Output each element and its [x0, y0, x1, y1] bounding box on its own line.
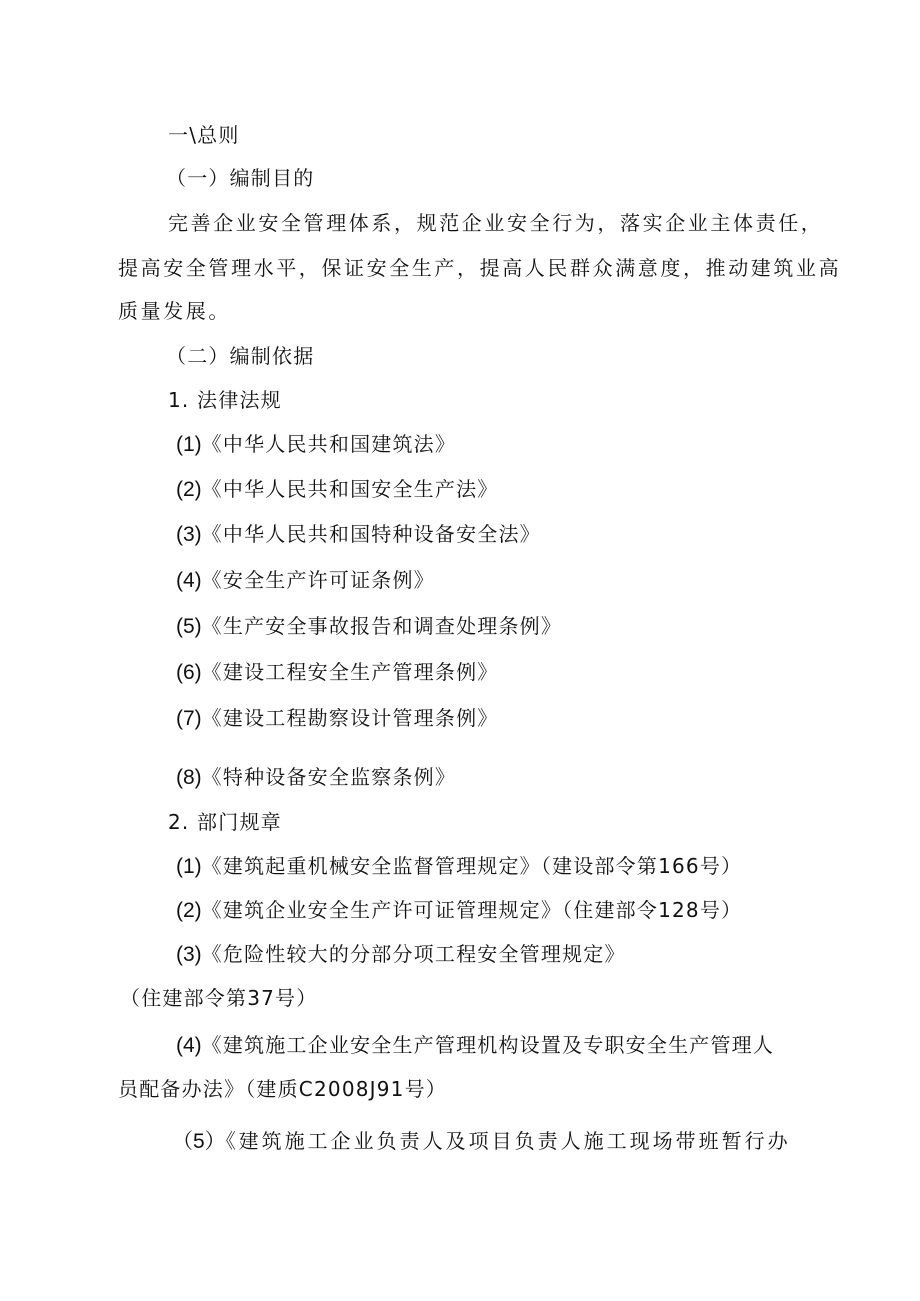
rule-item-text: （住建部令第37号）	[120, 986, 318, 1010]
section-title: 一\总则	[168, 123, 240, 147]
rule-item	[176, 853, 742, 880]
purpose-line-2: 提高安全管理水平，保证安全生产，提高人民群众满意度，推动建筑业高	[118, 256, 842, 280]
law-item-text: 《中华人民共和国建筑法》	[201, 432, 457, 456]
law-item-number: (2)	[176, 478, 202, 501]
rule-item-continuation	[118, 1076, 447, 1102]
subsection-title-basis: （二）编制依据	[166, 344, 315, 368]
law-item-number: (3)	[176, 523, 202, 546]
rule-item	[176, 941, 626, 968]
law-item-number: (4)	[176, 569, 202, 592]
rule-item-continuation	[120, 985, 317, 1011]
law-item	[176, 521, 541, 548]
rule-item-number: (1)	[176, 855, 202, 878]
law-item	[176, 476, 498, 503]
rule-item	[176, 1032, 774, 1059]
rule-item-text: 《建筑企业安全生产许可证管理规定》（住建部令128号）	[201, 898, 743, 922]
law-item-number: (7)	[176, 707, 202, 730]
rule-item-text: 《建筑施工企业负责人及项目负责人施工现场带班暂行办	[225, 1129, 791, 1153]
law-item	[176, 431, 456, 458]
laws-title: 1. 法律法规	[168, 388, 282, 412]
law-item-text: 《建设工程安全生产管理条例》	[201, 660, 499, 684]
rule-item-text: 员配备办法》（建质C2008J91号）	[118, 1077, 448, 1101]
rules-title: 2. 部门规章	[168, 810, 282, 834]
law-item-text: 《生产安全事故报告和调查处理条例》	[201, 614, 563, 638]
rule-item-text: 《建筑起重机械安全监督管理规定》（建设部令第166号）	[201, 854, 743, 878]
rule-item-number: （5）	[172, 1130, 226, 1153]
rule-item-number: (3)	[176, 943, 202, 966]
law-item-number: (5)	[176, 615, 202, 638]
law-item	[176, 705, 498, 732]
law-item-text: 《中华人民共和国安全生产法》	[201, 477, 499, 501]
law-item-number: (1)	[176, 433, 202, 456]
rule-item	[176, 897, 742, 924]
law-item-number: (6)	[176, 661, 202, 684]
rule-item-number: (4)	[176, 1034, 202, 1057]
rule-item-text: 《建筑施工企业安全生产管理机构设置及专职安全生产管理人	[201, 1033, 775, 1057]
law-item	[176, 764, 456, 791]
rule-item-text: 《危险性较大的分部分项工程安全管理规定》	[201, 942, 626, 966]
law-item-text: 《特种设备安全监察条例》	[201, 765, 457, 789]
rule-item-number: (2)	[176, 899, 202, 922]
law-item-text: 《安全生产许可证条例》	[201, 568, 435, 592]
law-item	[176, 659, 498, 686]
law-item-text: 《建设工程勘察设计管理条例》	[201, 706, 499, 730]
law-item-text: 《中华人民共和国特种设备安全法》	[201, 522, 541, 546]
subsection-title-purpose: （一）编制目的	[166, 166, 315, 190]
law-item	[176, 613, 562, 640]
rule-item	[172, 1128, 791, 1155]
purpose-line-3: 质量发展。	[118, 299, 231, 323]
law-item-number: (8)	[176, 766, 202, 789]
law-item	[176, 567, 435, 594]
purpose-line-1: 完善企业安全管理体系，规范企业安全行为，落实企业主体责任，	[168, 211, 824, 235]
